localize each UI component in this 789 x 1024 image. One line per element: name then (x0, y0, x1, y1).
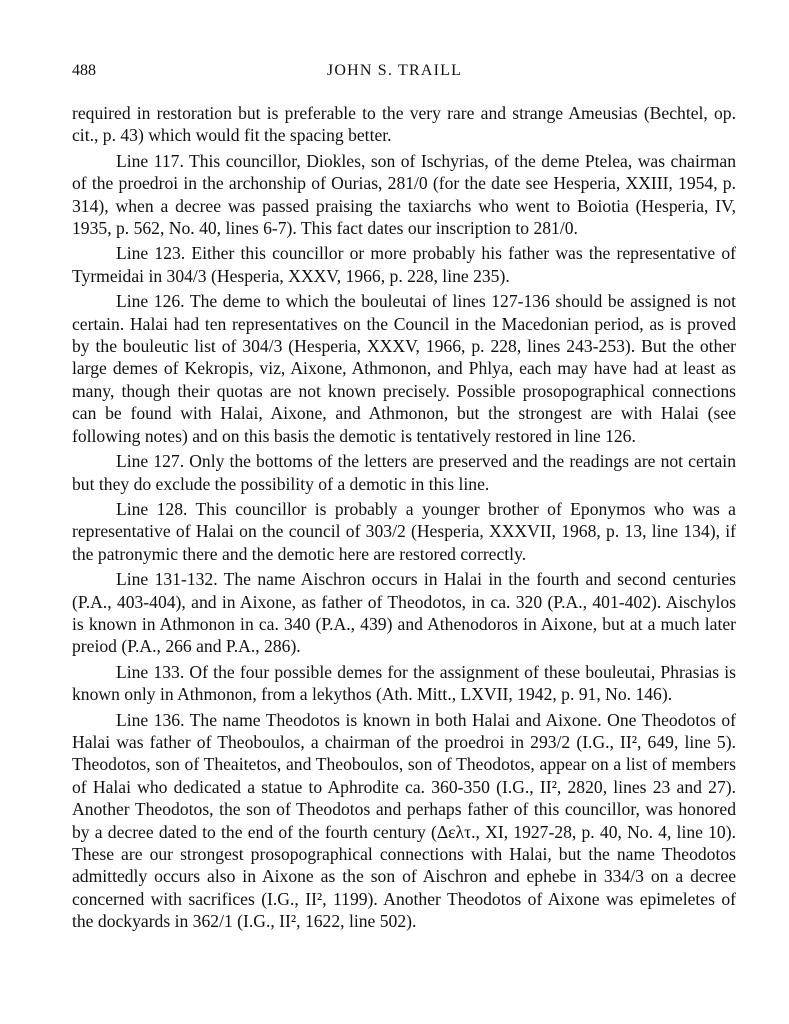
paragraph-line-127: Line 127. Only the bottoms of the letters are preserved and the readings are not certain but they do exclude the possibility of a demotic in this line. (72, 451, 736, 494)
running-head: JOHN S. TRAILL (326, 62, 463, 79)
paragraph-line-126: Line 126. The deme to which the bouleutai of lines 127-136 should be assigned is not certain. Halai had ten representatives on the Council in the Macedonian period, as is proved by the bouleutic list of 304/3 (Hesperia, XXXV, 1966, p. 228, lines 243-253). But the other large demes of Kekropis, viz, Aixone, Athmonon, and Phlya, each may have had at least as many, though their quotas are not known precisely. Possible prosopographical connections can be found with Halai, Aixone, and Athmonon, but the strongest are with Halai (see following notes) and on this basis the demotic is tentatively restored in line 126. (72, 291, 736, 446)
paragraph-line-123: Line 123. Either this councillor or more probably his father was the representative of Tyrmeidai in 304/3 (Hesperia, XXXV, 1966, p. 228, line 235). (72, 243, 736, 286)
paragraph-line-128: Line 128. This councillor is probably a younger brother of Eponymos who was a representative of Halai on the council of 303/2 (Hesperia, XXXVII, 1968, p. 13, line 134), if the patronymic there and the demotic here are restored correctly. (72, 498, 736, 564)
page-number: 488 (72, 62, 96, 79)
page-header (72, 62, 717, 84)
paragraph-line-131-132: Line 131-132. The name Aischron occurs in Halai in the fourth and second centuries (P.A., 403-404), and in Aixone, as father of Theodotos, in ca. 320 (P.A., 401-402). Aischylos is known in Athmonon in ca. 340 (P.A., 439) and Athenodoros in Aixone, but at a much later preiod (P.A., 266 and P.A., 286). (72, 569, 736, 657)
paragraph-line-136: Line 136. The name Theodotos is known in both Halai and Aixone. One Theodotos of Halai was father of Theoboulos, a chairman of the proedroi in 293/2 (I.G., II², 649, line 5). Theodotos, son of Theaitetos, and Theoboulos, son of Theodotos, appear on a list of members of Halai who dedicated a statue to Aphrodite ca. 360-350 (I.G., II², 2820, lines 23 and 27). Another Theodotos, the son of Theodotos and perhaps father of this councillor, was honored by a decree dated to the end of the fourth century (Δελτ., XI, 1927-28, p. 40, No. 4, line 10). These are our strongest prosopographical connections with Halai, but the name Theodotos admittedly occurs also in Aixone as the son of Aischron and ephebe in 334/3 on a decree concerned with sacrifices (I.G., II², 1199). Another Theodotos of Aixone was epimeletes of the dockyards in 362/1 (I.G., II², 1622, line 502). (72, 709, 736, 932)
paragraph-line-133: Line 133. Of the four possible demes for the assignment of these bouleutai, Phrasias is known only in Athmonon, from a lekythos (Ath. Mitt., LXVII, 1942, p. 91, No. 146). (72, 661, 736, 705)
paragraph-continuation: required in restoration but is preferable to the very rare and strange Ameusias (Bechtel, op. cit., p. 43) which would fit the spacing better. (72, 103, 736, 146)
paragraph-line-117: Line 117. This councillor, Diokles, son of Ischyrias, of the deme Ptelea, was chairman of the proedroi in the archonship of Ourias, 281/0 (for the date see Hesperia, XXIII, 1954, p. 314), when a decree was passed praising the taxiarchs who went to Boiotia (Hesperia, IV, 1935, p. 562, No. 40, lines 6-7). This fact dates our inscription to 281/0. (72, 150, 736, 239)
article-body (72, 102, 736, 936)
